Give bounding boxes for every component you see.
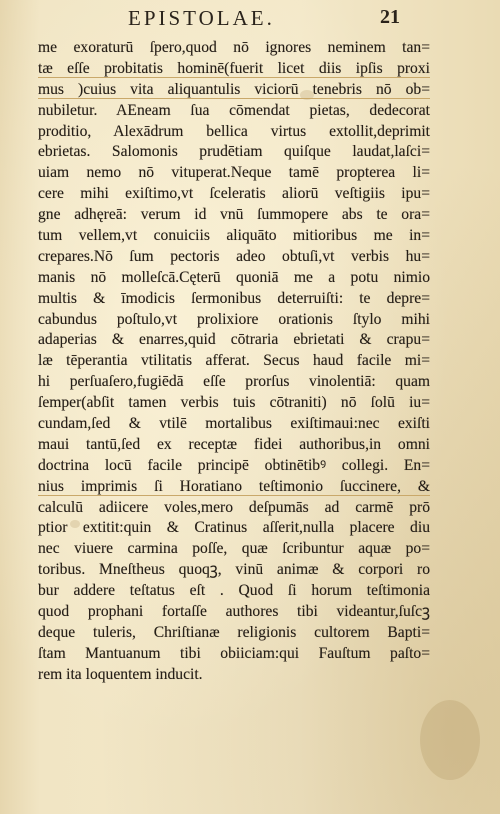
text-line: quod prophani fortaſſe authores tibi videantur,ſuſcꝫ <box>38 603 430 621</box>
text-line: gne adhęreā: verum id vnū ſummopere abs te ora= <box>38 206 430 224</box>
text-line: ſtam Mantuanum tibi obiiciam:qui Fauſtum paſto= <box>38 644 430 662</box>
page-number: 21 <box>380 6 400 28</box>
text-line: uiam nemo nō vituperat.Neque tamē propterea li= <box>38 164 430 182</box>
page-header <box>0 4 500 34</box>
text-line: me exoraturū ſpero,quod nō ignores neminem tan= <box>38 39 430 56</box>
paper-stain <box>420 700 480 780</box>
text-line: calculū adiicere voles,mero deſpumās ad carmē prō <box>38 498 430 516</box>
text-line: deque tuleris, Chriſtianæ religionis cultorem Bapti= <box>38 623 430 641</box>
text-line: hi perſuaſero,fugiēdā eſſe prorſus vinolentiā: quam <box>38 373 430 391</box>
text-line: doctrina locū facile principē obtinētibꝰ collegi. En= <box>38 456 430 474</box>
text-line: maui tantū,ſed ex receptæ fidei authoribus,in omni <box>38 435 430 453</box>
text-line: cere mihi exiſtimo,vt ſceleratis aliorū veſtigiis ipu= <box>38 185 430 203</box>
body-text <box>38 38 430 686</box>
text-line: cundam,ſed & vtilē mortalibus exiſtimaui:nec exiſti <box>38 415 430 433</box>
text-line: nius imprimis ſi Horatiano teſtimonio ſuccinere, & <box>38 477 430 495</box>
text-line: crepares.Nō ſum pectoris adeo obtuſi,vt verbis hu= <box>38 247 430 265</box>
text-line: rem ita loquentem inducit. <box>38 665 203 683</box>
text-line: tum vellem,vt conuiciis aliquāto mitioribus me in= <box>38 227 430 245</box>
text-line: mus )cuius vita aliquantulis viciorū tenebris nō ob= <box>38 80 430 98</box>
text-line: toribus. Mneſtheus quoqꝫ, vinū animæ & corpori ro <box>38 561 430 579</box>
text-line: manis nō molleſcā.Cęterū quoniā me a potu nimio <box>38 268 430 286</box>
text-line: multis & īmodicis ſermonibus deterruiſti: te depre= <box>38 289 430 307</box>
text-line: cabundus poſtulo,vt prolixiore orationis ſtylo mihi <box>38 310 430 328</box>
text-line: ſemper(abſit tamen verbis tuis cōtraniti) nō ſolū iu= <box>38 394 430 412</box>
running-head: EPISTOLAE. <box>128 6 275 30</box>
text-line: nubiletur. AEneam ſua cōmendat pietas, dedecorat <box>38 101 430 119</box>
text-line: bur addere teſtatus eſt . Quod ſi horum teſtimonia <box>38 582 430 600</box>
text-line: nec viuere carmina poſſe, quæ ſcribuntur aquæ po= <box>38 540 430 558</box>
text-line: tæ eſſe probitatis hominē(fuerit licet diis ipſis proxi <box>38 59 430 77</box>
text-line: læ tēperantia vtilitatis afferat. Secus haud facile mi= <box>38 352 430 370</box>
text-line: adaperias & enarres,quid cōtraria ebrietati & crapu= <box>38 331 430 349</box>
text-line: ebrietas. Salomonis prudētiam quiſque laudat,laſci= <box>38 143 430 161</box>
text-line: ptior extitit:quin & Cratinus aſſerit,nulla placere diu <box>38 519 430 537</box>
text-line: proditio, Alexādrum bellica virtus extollit,deprimit <box>38 122 430 140</box>
